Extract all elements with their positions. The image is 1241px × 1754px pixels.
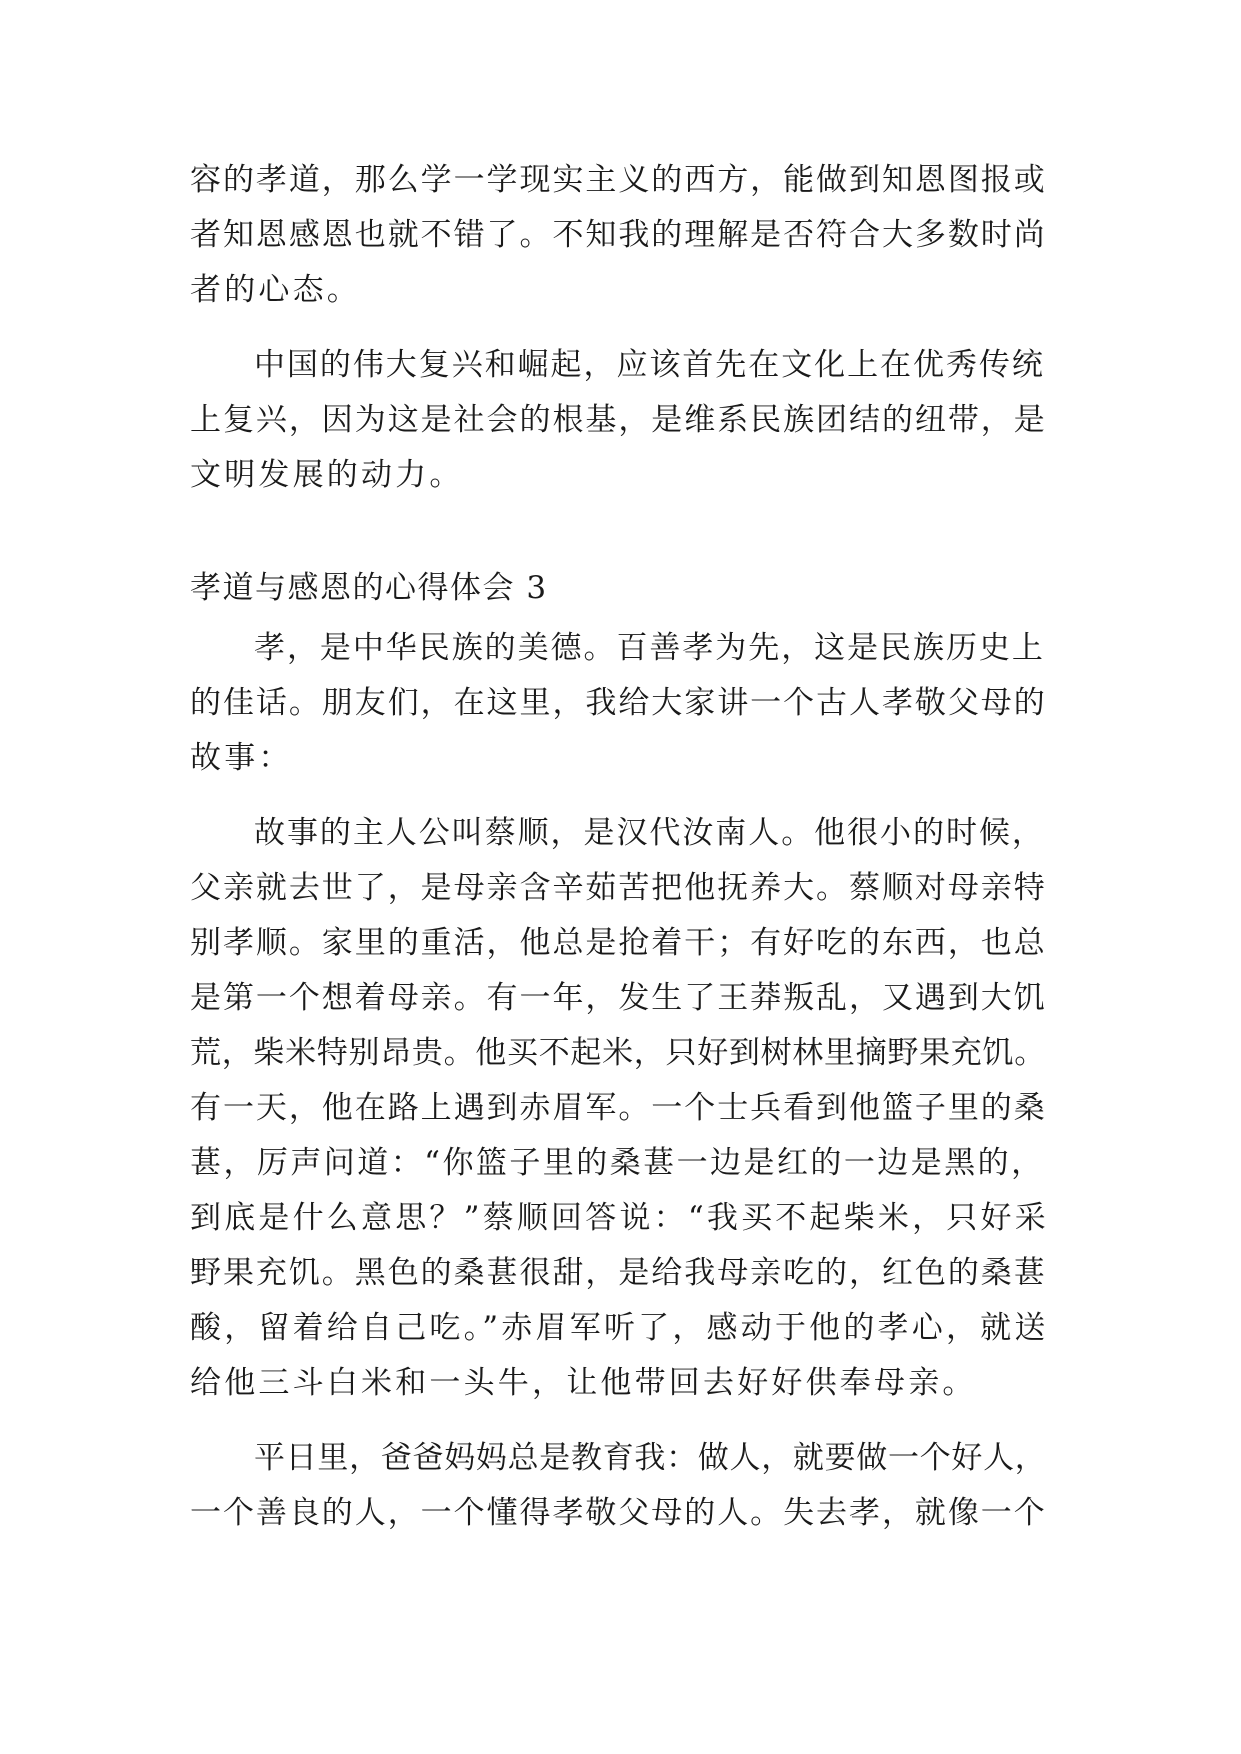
paragraph-line: 是第一个想着母亲。有一年，发生了王莽叛乱，又遇到大饥 <box>190 980 1047 1016</box>
paragraph-line: 孝，是中华民族的美德。百善孝为先，这是民族历史上 <box>254 630 1045 666</box>
section-heading: 孝道与感恩的心得体会 3 <box>190 570 548 606</box>
paragraph-line: 者知恩感恩也就不错了。不知我的理解是否符合大多数时尚 <box>190 217 1047 253</box>
paragraph-line: 野果充饥。黑色的桑葚很甜，是给我母亲吃的，红色的桑葚 <box>190 1255 1047 1291</box>
paragraph-line: 一个善良的人，一个懂得孝敬父母的人。失去孝，就像一个 <box>190 1495 1047 1531</box>
paragraph-line: 者的心态。 <box>190 272 361 308</box>
paragraph-line: 父亲就去世了，是母亲含辛茹苦把他抚养大。蔡顺对母亲特 <box>190 870 1047 906</box>
paragraph-line: 葚，厉声问道：“你篮子里的桑葚一边是红的一边是黑的， <box>190 1145 1045 1181</box>
paragraph-line: 文明发展的动力。 <box>190 457 464 493</box>
paragraph-line: 容的孝道，那么学一学现实主义的西方，能做到知恩图报或 <box>190 162 1047 198</box>
paragraph-line: 到底是什么意思？”蔡顺回答说：“我买不起柴米，只好采 <box>190 1200 1049 1236</box>
paragraph-line: 荒，柴米特别昂贵。他买不起米，只好到树林里摘野果充饥。 <box>190 1035 1046 1071</box>
paragraph-line: 的佳话。朋友们，在这里，我给大家讲一个古人孝敬父母的 <box>190 685 1047 721</box>
paragraph-line: 故事： <box>190 740 293 776</box>
paragraph-line: 有一天，他在路上遇到赤眉军。一个士兵看到他篮子里的桑 <box>190 1090 1047 1126</box>
paragraph-line: 故事的主人公叫蔡顺，是汉代汝南人。他很小的时候， <box>254 815 1045 851</box>
paragraph-line: 中国的伟大复兴和崛起，应该首先在文化上在优秀传统 <box>254 347 1045 383</box>
paragraph-line: 别孝顺。家里的重活，他总是抢着干；有好吃的东西，也总 <box>190 925 1047 961</box>
paragraph-line: 酸，留着给自己吃。”赤眉军听了，感动于他的孝心，就送 <box>190 1310 1049 1346</box>
paragraph-line: 上复兴，因为这是社会的根基，是维系民族团结的纽带，是 <box>190 402 1047 438</box>
paragraph-line: 平日里，爸爸妈妈总是教育我：做人，就要做一个好人， <box>254 1440 1047 1476</box>
paragraph-line: 给他三斗白米和一头牛，让他带回去好好供奉母亲。 <box>190 1365 977 1401</box>
